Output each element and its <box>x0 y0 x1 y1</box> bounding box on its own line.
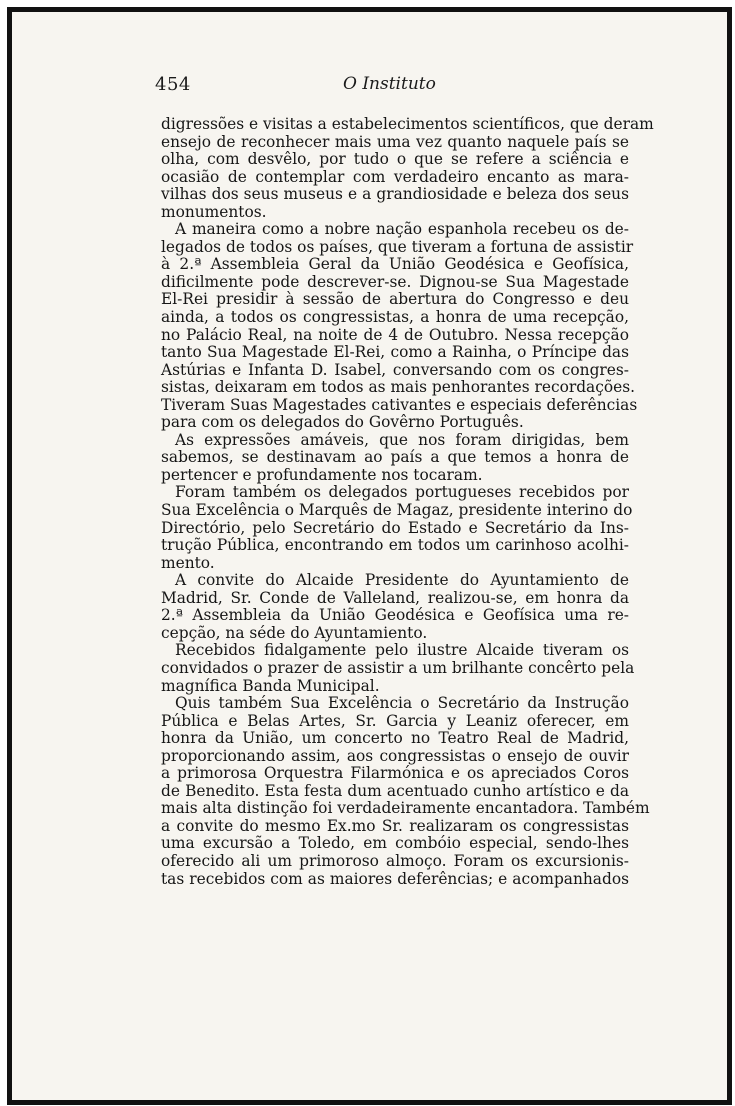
text-line: à 2.ª Assembleia Geral da União Geodésica e Geofísica, <box>161 255 629 274</box>
text-line: tanto Sua Magestade El-Rei, como a Rainha, o Príncipe das <box>161 343 629 362</box>
page-header <box>155 74 633 100</box>
text-line: mais alta distinção foi verdadeiramente encantadora. Também <box>161 799 650 818</box>
text-line: honra da União, um concerto no Teatro Real de Madrid, <box>161 729 629 748</box>
text-line: convidados o prazer de assistir a um brilhante concêrto pela <box>161 658 635 677</box>
page-number: 454 <box>155 74 191 95</box>
text-line: Foram também os delegados portugueses recebidos por <box>175 483 629 502</box>
text-line: proporcionando assim, aos congressistas o ensejo de ouvir <box>161 746 629 765</box>
text-line: vilhas dos seus museus e a grandiosidade e beleza dos seus <box>161 185 629 204</box>
text-line: pertencer e profundamente nos tocaram. <box>161 465 483 484</box>
body-text <box>161 115 654 888</box>
text-line: Pública e Belas Artes, Sr. Garcia y Leaniz oferecer, em <box>161 711 629 730</box>
text-line: As expressões amáveis, que nos foram dirigidas, bem <box>175 430 629 449</box>
text-line: uma excursão a Toledo, em combóio especial, sendo-lhes <box>161 834 629 853</box>
text-line: olha, com desvêlo, por tudo o que se refere a sciência e <box>161 150 629 169</box>
text-line: tas recebidos com as maiores deferências; e acompanhados <box>161 869 629 888</box>
text-line: dificilmente pode descrever-se. Dignou-se Sua Magestade <box>161 272 629 291</box>
text-line: monumentos. <box>161 202 267 221</box>
running-title: O Instituto <box>343 74 436 94</box>
text-line: El-Rei presidir à sessão de abertura do Congresso e deu <box>161 290 629 309</box>
text-line: ainda, a todos os congressistas, a honra de uma recepção, <box>161 308 629 327</box>
text-line: mento. <box>161 553 215 572</box>
text-line: a convite do mesmo Ex.mo Sr. realizaram os congressistas <box>161 816 629 835</box>
text-line: cepção, na séde do Ayuntamiento. <box>161 623 428 642</box>
text-line: A convite do Alcaide Presidente do Ayuntamiento de <box>175 571 629 590</box>
text-line: Madrid, Sr. Conde de Valleland, realizou-se, em honra da <box>161 588 629 607</box>
text-line: Quis também Sua Excelência o Secretário da Instrução <box>175 694 629 713</box>
text-line: A maneira como a nobre nação espanhola recebeu os de- <box>175 220 629 239</box>
text-line: Astúrias e Infanta D. Isabel, conversando com os congres- <box>161 360 629 379</box>
text-line: magnífica Banda Municipal. <box>161 676 380 695</box>
text-line: ensejo de reconhecer mais uma vez quanto naquele país se <box>161 132 629 151</box>
text-line: a primorosa Orquestra Filarmónica e os apreciados Coros <box>161 764 629 783</box>
text-line: legados de todos os países, que tiveram a fortuna de assistir <box>161 237 634 256</box>
text-line: no Palácio Real, na noite de 4 de Outubro. Nessa recepção <box>161 325 629 344</box>
text-line: Sua Excelência o Marquês de Magaz, presidente interino do <box>161 501 633 520</box>
text-line: 2.ª Assembleia da União Geodésica e Geofísica uma re- <box>161 606 629 625</box>
text-line: para com os delegados do Govêrno Português. <box>161 413 524 432</box>
text-line: Directório, pelo Secretário do Estado e Secretário da Ins- <box>161 518 629 537</box>
text-line: oferecido ali um primoroso almoço. Foram os excursionis- <box>161 851 629 870</box>
text-line: ocasião de contemplar com verdadeiro encanto as mara- <box>161 167 629 186</box>
text-line: Tiveram Suas Magestades cativantes e especiais deferências <box>161 395 638 414</box>
text-line: digressões e visitas a estabelecimentos scientíficos, que deram <box>161 115 654 133</box>
text-line: trução Pública, encontrando em todos um carinhoso acolhi- <box>161 536 629 555</box>
text-line: Recebidos fidalgamente pelo ilustre Alcaide tiveram os <box>175 641 629 660</box>
text-line: sabemos, se destinavam ao país a que temos a honra de <box>161 448 629 467</box>
text-line: sistas, deixaram em todos as mais penhorantes recordações. <box>161 378 636 397</box>
text-line: de Benedito. Esta festa dum acentuado cunho artístico e da <box>161 781 629 800</box>
